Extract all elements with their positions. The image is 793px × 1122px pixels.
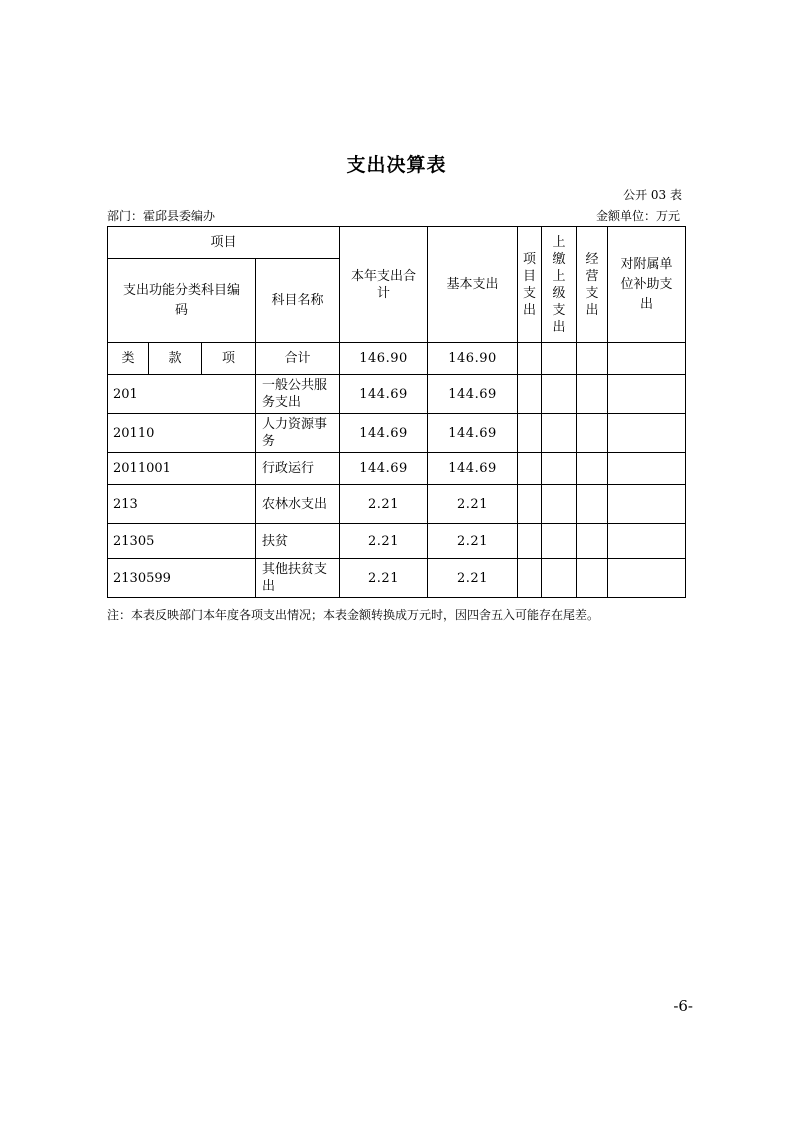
row-total: 144.69 (340, 453, 428, 485)
row-total: 2.21 (340, 559, 428, 598)
table-note: 注：本表反映部门本年度各项支出情况；本表金额转换成万元时，因四舍五入可能存在尾差。 (107, 608, 600, 622)
header-code: 支出功能分类科目编码 (108, 259, 256, 343)
row-name: 行政运行 (256, 453, 340, 485)
table-row (108, 453, 686, 485)
table-row (108, 375, 686, 414)
header-total: 本年支出合计 (340, 227, 428, 343)
page-number: -6- (673, 997, 693, 1015)
page-title: 支出决算表 (346, 154, 447, 176)
row-code: 213 (108, 485, 256, 524)
row-name: 扶贫 (256, 524, 340, 559)
table-row (108, 414, 686, 453)
total-basic: 146.90 (428, 343, 518, 375)
row-total: 144.69 (340, 414, 428, 453)
table-row (108, 524, 686, 559)
header-class: 类 (108, 343, 149, 375)
header-subject-name: 科目名称 (256, 259, 340, 343)
total-label: 合计 (256, 343, 340, 375)
row-name: 人力资源事务 (256, 414, 340, 453)
total-amount: 146.90 (340, 343, 428, 375)
header-business-expenditure: 经营支出 (577, 227, 608, 343)
row-code: 201 (108, 375, 256, 414)
header-project-expenditure: 项目支出 (518, 227, 542, 343)
expenditure-table (107, 226, 686, 598)
row-name: 一般公共服务支出 (256, 375, 340, 414)
row-name: 其他扶贫支出 (256, 559, 340, 598)
row-basic: 144.69 (428, 375, 518, 414)
row-basic: 144.69 (428, 414, 518, 453)
amount-unit-label: 金额单位：万元 (595, 209, 680, 223)
header-kuan: 款 (149, 343, 202, 375)
table-row (108, 559, 686, 598)
row-total: 2.21 (340, 485, 428, 524)
row-total: 144.69 (340, 375, 428, 414)
department-label: 部门：霍邱县委编办 (107, 209, 216, 223)
header-upper-expenditure: 上缴上级支出 (542, 227, 577, 343)
row-basic: 2.21 (428, 559, 518, 598)
header-project: 项目 (108, 227, 340, 259)
row-total: 2.21 (340, 524, 428, 559)
row-code: 21305 (108, 524, 256, 559)
row-basic: 2.21 (428, 524, 518, 559)
row-code: 2011001 (108, 453, 256, 485)
header-basic: 基本支出 (428, 227, 518, 343)
table-row (108, 485, 686, 524)
row-code: 2130599 (108, 559, 256, 598)
row-basic: 144.69 (428, 453, 518, 485)
row-code: 20110 (108, 414, 256, 453)
row-name: 农林水支出 (256, 485, 340, 524)
header-xiang: 项 (202, 343, 256, 375)
form-number: 公开 03 表 (623, 188, 682, 202)
header-subsidy-expenditure: 对附属单位补助支出 (608, 227, 686, 343)
row-basic: 2.21 (428, 485, 518, 524)
